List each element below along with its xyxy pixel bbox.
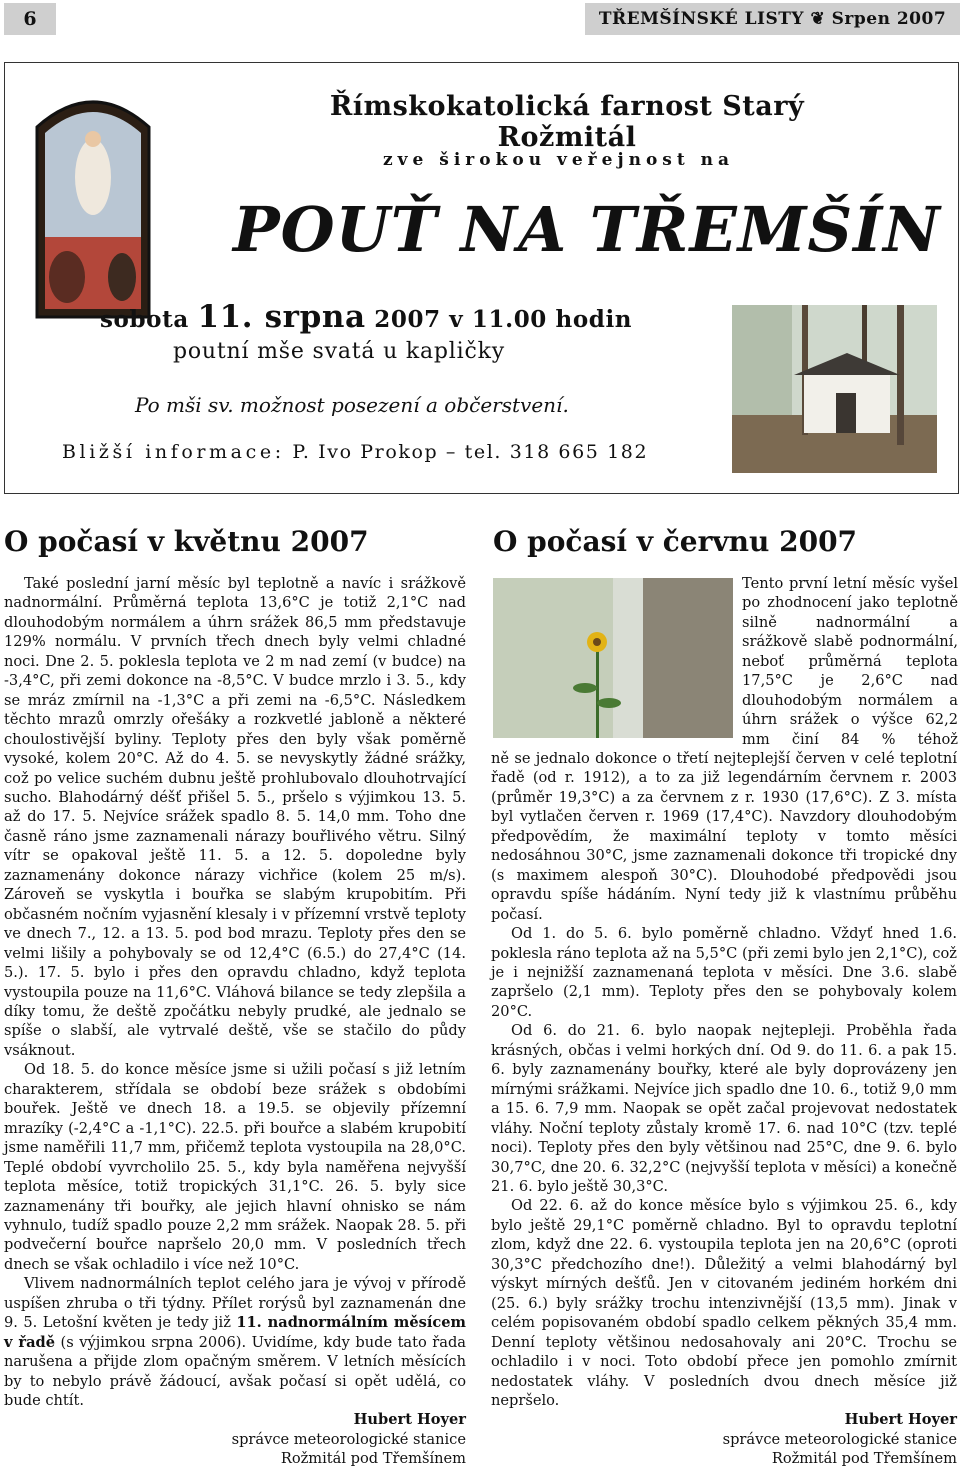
religious-painting-image xyxy=(27,87,159,325)
event-title: POUŤ NA TŘEMŠÍN xyxy=(233,193,941,266)
running-title: TŘEMŠÍNSKÉ LISTY ❦ Srpen 2007 xyxy=(585,3,960,35)
may-bold-phrase: 11. nadnormálním měsícem v řadě xyxy=(4,1314,466,1351)
date-prefix: sobota xyxy=(100,306,189,333)
june-signature xyxy=(491,1410,957,1429)
info-contact: P. Ivo Prokop – tel. 318 665 182 xyxy=(292,441,649,463)
june-paragraph: Od 1. do 5. 6. bylo poměrně chladno. Vždyť hned 1.6. poklesla ráno teplota až na 5,5°C (při zemi bylo jen 2,1°C), což je i nejnižší zaznamenaná teplota v měsíci. Dne 3.6. slabě zapršelo (2,1 mm). Teploty přes den se pohybovaly kolem 20°C. xyxy=(491,925,957,1020)
june-intro-start: Tento první letní měsíc vyšel po zhodnocení jako teplotně silně nadnormální a srážkově slabě podnormální, neboť průměrná teplota 17,5°C je 2,6°C nad dlouhodobým normálem a úhrn srážek o výšce 62,2 mm činí 84 % téhož xyxy=(742,575,958,748)
parish-name: Římskokatolická farnost Starý Rožmitál xyxy=(329,91,805,153)
june-paragraph: Od 6. do 21. 6. bylo naopak nejtepleji. Proběhla řada krásných, občas i velmi horkých dní. Od 9. do 11. 6. a pak 15. 6. byly zaznamenány bouřky, které ale byly doprovázeny jen mírnými srážkami. Nejvíce jich spadlo dne 10. 6., totiž 9,0 mm a 15. 6. 7,9 mm. Naopak se opět začal projevovat nedostatek vláhy. Noční teploty zůstaly kromě 17. 6. nad 10°C (tzv. teplé noci). Teploty přes den byly většinou nad 25°C, dne 9. 6. bylo 30,7°C, dne 20. 6. 32,2°C (nejvyšší teplota v měsíci) a konečně 21. 6. bylo ještě 30,3°C. xyxy=(491,1022,957,1195)
may-author: Hubert Hoyer xyxy=(353,1411,466,1429)
chapel-photo-image xyxy=(732,305,937,473)
june-author: Hubert Hoyer xyxy=(844,1411,957,1429)
june-heading: O počasí v červnu 2007 xyxy=(493,525,858,558)
may-paragraph-tail: (s výjimkou srpna 2006). Uvidíme, kdy bude tato řada narušena a přijde zlom opačným směrem. V letních měsících by to nebylo právě žádoucí, avšak počasí si opět udělá, co bude chtít. xyxy=(4,1333,466,1410)
may-author-role: správce meteorologické stanice xyxy=(231,1430,466,1448)
date-main: 11. srpna xyxy=(197,299,366,335)
contact-info xyxy=(62,441,648,463)
date-suffix: 2007 v 11.00 hodin xyxy=(374,306,633,333)
may-author-place: Rožmitál pod Třemšínem xyxy=(280,1450,466,1468)
may-heading: O počasí v květnu 2007 xyxy=(4,525,369,558)
june-intro-rest: ně se jednalo dokonce o třetí nejteplejší červen v celé teplotní řadě (od r. 1912), a to za již legendárním červnem r. 2003 (průměr 19,3°C) a za červnem z r. 1930 (17,6°C). Z 3. místa byl vytlačen červen r. 1969 (17,4°C). Navzdory dlouhodobým předpovědím, že maximální teploty v tomto měsíci nedosáhnou 30°C, jsme zaznamenali dokonce tři tropické dny (s maximem alespoň 30°C). Dlouhodobé předpovědi jsou opravdu spíše hádáním. Nyní tedy již k vlastnímu průběhu počasí. xyxy=(491,750,957,923)
refreshment-note: Po mši sv. možnost posezení a občerstvení. xyxy=(135,393,569,417)
mass-line: poutní mše svatá u kapličky xyxy=(173,339,505,364)
may-paragraph: Od 18. 5. do konce měsíce jsme si užili počasí s již letním charakterem, střídala se období beze srážek s obdobími bouřek. Ještě ve dnech 18. a 19.5. se objevily přízemní mrazíky (-2,4°C a -1,1°C). 22.5. při bouřce a slabém krupobití jsme naměřili 11,7 mm, přičemž teplota vystoupila na 28,0°C. Teplé období vyvrcholilo 25. 5., kdy byla naměřena nejvyšší teplota měsíce, totiž tropických 31,1°C. 26. 5. byly sice zaznamenány tři bouřky, ale jejich hlavní ohnisko se nám vyhnulo, tudíž spadlo pouze 2,2 mm srážek. Naopak 28. 5. při podvečerní bouřce napršelo 20,0 mm. V posledních třech dnech se však ochladilo i více než 10°C. xyxy=(4,1061,466,1273)
may-paragraph-text: Vlivem nadnormálních teplot celého jara je vývoj v přírodě uspíšen zhruba o tři týdny. Přílet rorýsů byl zaznamenán dne 9. 5. Letošní květen je tedy již xyxy=(4,1275,466,1332)
june-author-place: Rožmitál pod Třemšínem xyxy=(771,1450,957,1468)
sunflower-photo-image xyxy=(493,578,733,738)
june-author-role: správce meteorologické stanice xyxy=(722,1430,957,1448)
may-signature xyxy=(4,1410,466,1429)
pilgrimage-announcement xyxy=(4,62,959,494)
page-number: 6 xyxy=(4,3,56,35)
info-label: Bližší informace: xyxy=(62,441,285,463)
june-paragraph: Od 22. 6. až do konce měsíce bylo s výjimkou 25. 6., kdy bylo ještě 29,1°C poměrně chladno. Byl to opravdu teplotní zlom, když dne 22. 6. vystoupila teplota jen na 20,6°C (oproti 30,3°C předchozího dne!). Důležitý a velmi blahodárný byl výskyt mírných dešťů. Jen v citovaném jediném horkém dni (25. 6.) byly srážky trochu intenzivnější (13,5 mm). Jinak v celém popisovaném období spadlo celkem pěkných 35,4 mm. Denní teploty většinou nedosahovaly ani 20°C. Trochu se ochladilo i v noci. Toto období přece jen pomohlo zmírnit nedostatek vláhy. V posledních dvou dnech měsíce již nepršelo. xyxy=(491,1197,957,1409)
may-paragraph-last xyxy=(4,1274,466,1410)
event-date xyxy=(100,299,632,335)
page-header xyxy=(0,0,960,38)
may-article-body xyxy=(4,574,466,1469)
june-intro-column xyxy=(742,574,958,749)
invite-line: zve širokou veřejnost na xyxy=(383,150,735,170)
may-paragraph: Také poslední jarní měsíc byl teplotně a navíc i srážkově nadnormální. Průměrná teplota 13,6°C je totiž 2,1°C nad dlouhodobým normálem a úhrn srážek 86,5 mm představuje 129% normálu. V prvních třech dnech byly velmi chladné noci. Dne 2. 5. poklesla teplota ve 2 m nad zemí (v budce) na -3,4°C, při zemi dokonce na -8,5°C. V budce mrzlo i 3. 5., kdy se mráz zmírnil na -1,3°C a při zemi na -6,5°C. Následkem těchto mrazů omrzly ořešáky a rozkvetlé jabloně a některé choulostivější byliny. Teploty přes den byly však poměrně vysoké, kolem 20°C. Až do 4. 5. se nevyskytly žádné srážky, což po velice suchém dubnu ještě prohlubovalo dlouhotrvající sucho. Blahodárný déšť přišel 5. 5., pršelo s výjimkou 13. 5. až do 17. 5. Nejvíce srážek spadlo 8. 5. 14,0 mm. Toho dne časně ráno jsme zaznamenali nárazy bouřlivého větru. Silný vítr se opakoval ještě 11. 5. a 12. 5. dopoledne byly zaznamenány dokonce nárazy vichřice (kolem 25 m/s). Zároveň se vyskytla i bouřka se slabým krupobitím. Při občasném nočním vyjasnění klesaly i v přízemní vrstvě teploty ve dnech 7., 12. a 13. 5. pod bod mrazu. Teploty přes den se velmi lišily a pohybovaly se od 12,4°C (6.5.) do 27,4°C (14. 5.). 17. 5. bylo i přes den opravdu chladno, když teplota vystoupila pouze na 11,6°C. Vláhová bilance se tedy zlepšila a díky tomu, že deště zpočátku nebyly prudké, ale jednalo se spíše o slabší, ale vytrvalé deště, vše se stačilo do půdy vsáknout. xyxy=(4,575,466,1059)
june-article-body xyxy=(491,749,957,1469)
